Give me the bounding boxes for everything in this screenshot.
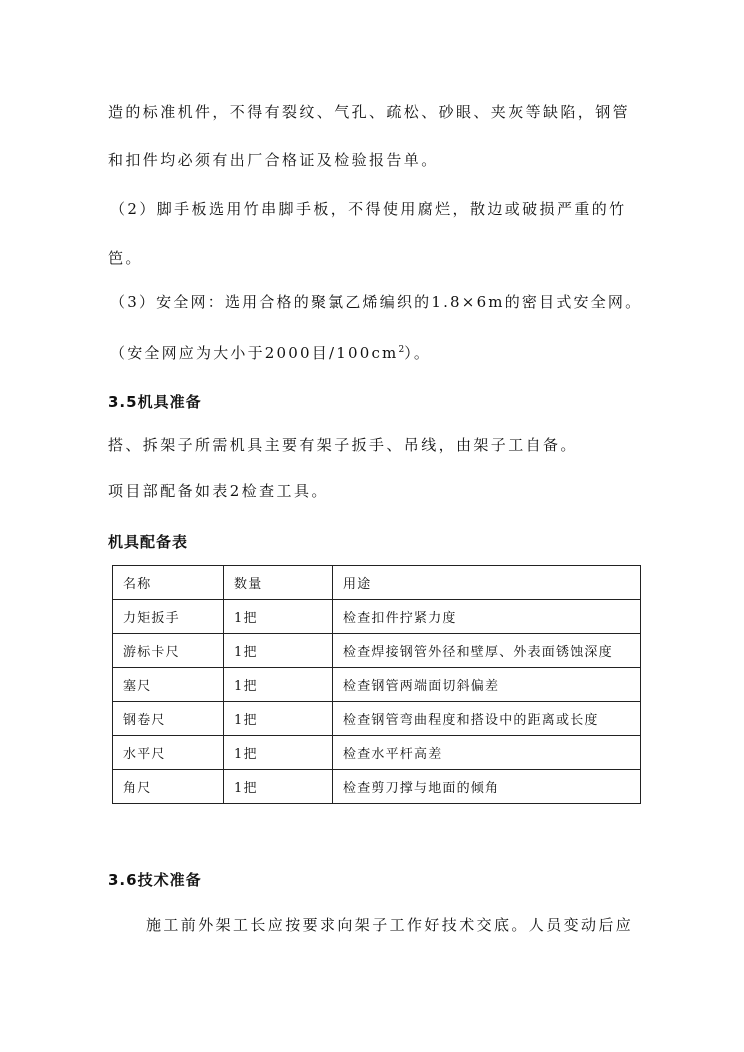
cell: 检查钢管两端面切斜偏差 [333,668,641,702]
cell: 塞尺 [113,668,224,702]
paragraph-line: 笆。 [108,249,143,267]
cell: 检查水平杆高差 [333,736,641,770]
table-row [113,668,641,702]
paragraph-line: （3）安全网：选用合格的聚氯乙烯编织的1.8×6m的密目式安全网。 [110,293,643,311]
section-heading: 3.6技术准备 [108,871,202,889]
paragraph-line: 项目部配备如表2检查工具。 [108,482,329,500]
equipment-table [112,565,641,804]
paragraph-line: 施工前外架工长应按要求向架子工作好技术交底。人员变动后应 [146,916,634,934]
cell: 水平尺 [113,736,224,770]
header-cell: 用途 [333,566,641,600]
table-row [113,736,641,770]
paragraph-line [110,340,431,363]
cell: 检查钢管弯曲程度和搭设中的距离或长度 [333,702,641,736]
header-cell: 数量 [224,566,333,600]
cell: 钢卷尺 [113,702,224,736]
cell: 角尺 [113,770,224,804]
cell: 1把 [224,600,333,634]
paragraph-line: 造的标准机件，不得有裂纹、气孔、疏松、砂眼、夹灰等缺陷，钢管 [108,103,631,121]
table-row [113,600,641,634]
table-row [113,702,641,736]
cell: 力矩扳手 [113,600,224,634]
cell: 1把 [224,770,333,804]
cell: 1把 [224,702,333,736]
paragraph-line: （2）脚手板选用竹串脚手板，不得使用腐烂，散边或破损严重的竹 [110,200,627,218]
text: （安全网应为大小于2000目/100cm [110,344,399,362]
cell: 检查扣件拧紧力度 [333,600,641,634]
text: ）。 [404,344,432,362]
header-cell: 名称 [113,566,224,600]
section-heading: 3.5机具准备 [108,393,202,411]
table-row [113,634,641,668]
table-header-row [113,566,641,600]
cell: 1把 [224,668,333,702]
paragraph-line: 搭、拆架子所需机具主要有架子扳手、吊线，由架子工自备。 [108,436,578,454]
cell: 检查剪刀撑与地面的倾角 [333,770,641,804]
table-row [113,770,641,804]
cell: 1把 [224,634,333,668]
cell: 检查焊接钢管外径和壁厚、外表面锈蚀深度 [333,634,641,668]
cell: 游标卡尺 [113,634,224,668]
cell: 1把 [224,736,333,770]
table-title: 机具配备表 [108,533,189,551]
paragraph-line: 和扣件均必须有出厂合格证及检验报告单。 [108,151,439,169]
superscript: 2 [398,345,405,355]
